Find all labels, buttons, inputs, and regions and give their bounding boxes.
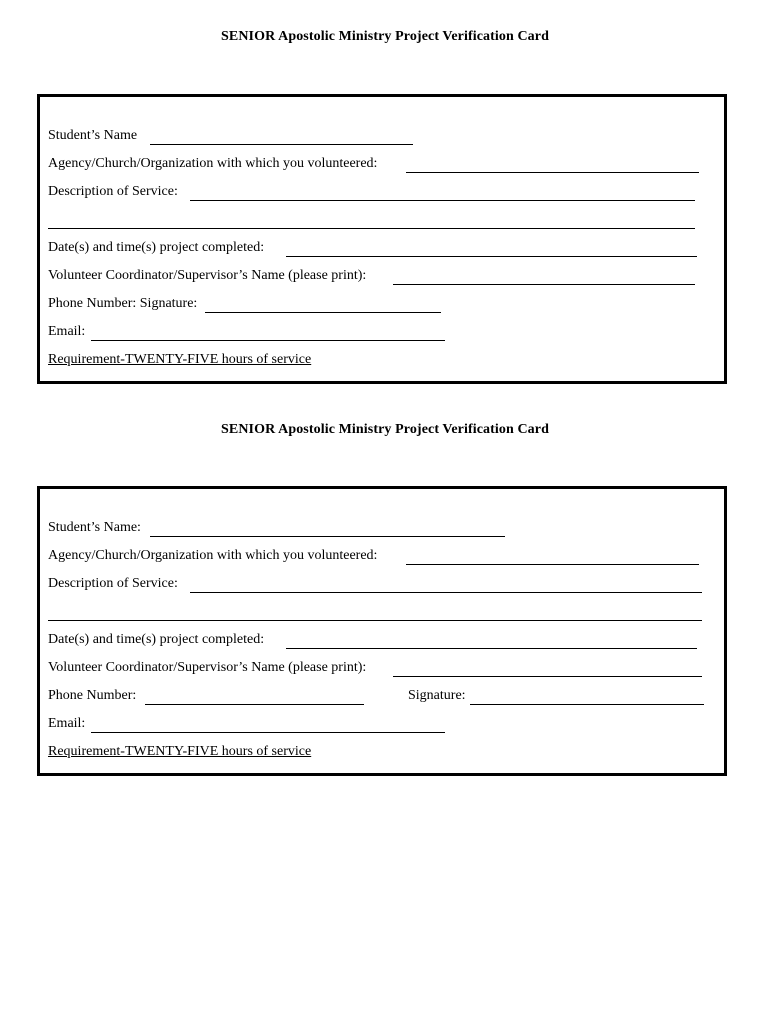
coordinator-label: Volunteer Coordinator/Supervisor’s Name (please print):: [48, 660, 367, 675]
student-name-label: Student’s Name: [48, 128, 138, 143]
email-label: Email:: [48, 324, 86, 339]
description-label: Description of Service:: [48, 184, 178, 199]
email-field[interactable]: [91, 340, 445, 341]
agency-label: Agency/Church/Organization with which you volunteered:: [48, 156, 378, 171]
phone-field[interactable]: [145, 704, 364, 705]
dates-label: Date(s) and time(s) project completed:: [48, 632, 265, 647]
verification-card-1: [37, 94, 727, 384]
signature-label: Signature:: [408, 688, 466, 703]
phone-label: Phone Number:: [48, 688, 137, 703]
description-field-line-2[interactable]: [48, 228, 695, 229]
student-name-field[interactable]: [150, 536, 505, 537]
verification-card-2: [37, 486, 727, 776]
phone-label: Phone Number: Signature:: [48, 296, 198, 311]
dates-label: Date(s) and time(s) project completed:: [48, 240, 265, 255]
description-label: Description of Service:: [48, 576, 178, 591]
requirement-text: Requirement-TWENTY-FIVE hours of service: [48, 744, 312, 759]
dates-field[interactable]: [286, 648, 697, 649]
student-name-field[interactable]: [150, 144, 413, 145]
student-name-label: Student’s Name:: [48, 520, 141, 535]
requirement-text: Requirement-TWENTY-FIVE hours of service: [48, 352, 312, 367]
description-field-line-2[interactable]: [48, 620, 702, 621]
description-field[interactable]: [190, 592, 702, 593]
email-field[interactable]: [91, 732, 445, 733]
card-title: SENIOR Apostolic Ministry Project Verification Card: [221, 422, 549, 437]
agency-field[interactable]: [406, 564, 699, 565]
email-label: Email:: [48, 716, 86, 731]
agency-field[interactable]: [406, 172, 699, 173]
signature-field[interactable]: [470, 704, 704, 705]
coordinator-field[interactable]: [393, 676, 702, 677]
dates-field[interactable]: [286, 256, 697, 257]
signature-field[interactable]: [205, 312, 441, 313]
coordinator-field[interactable]: [393, 284, 695, 285]
card-title: SENIOR Apostolic Ministry Project Verification Card: [221, 29, 549, 44]
agency-label: Agency/Church/Organization with which you volunteered:: [48, 548, 378, 563]
description-field[interactable]: [190, 200, 695, 201]
coordinator-label: Volunteer Coordinator/Supervisor’s Name (please print):: [48, 268, 367, 283]
